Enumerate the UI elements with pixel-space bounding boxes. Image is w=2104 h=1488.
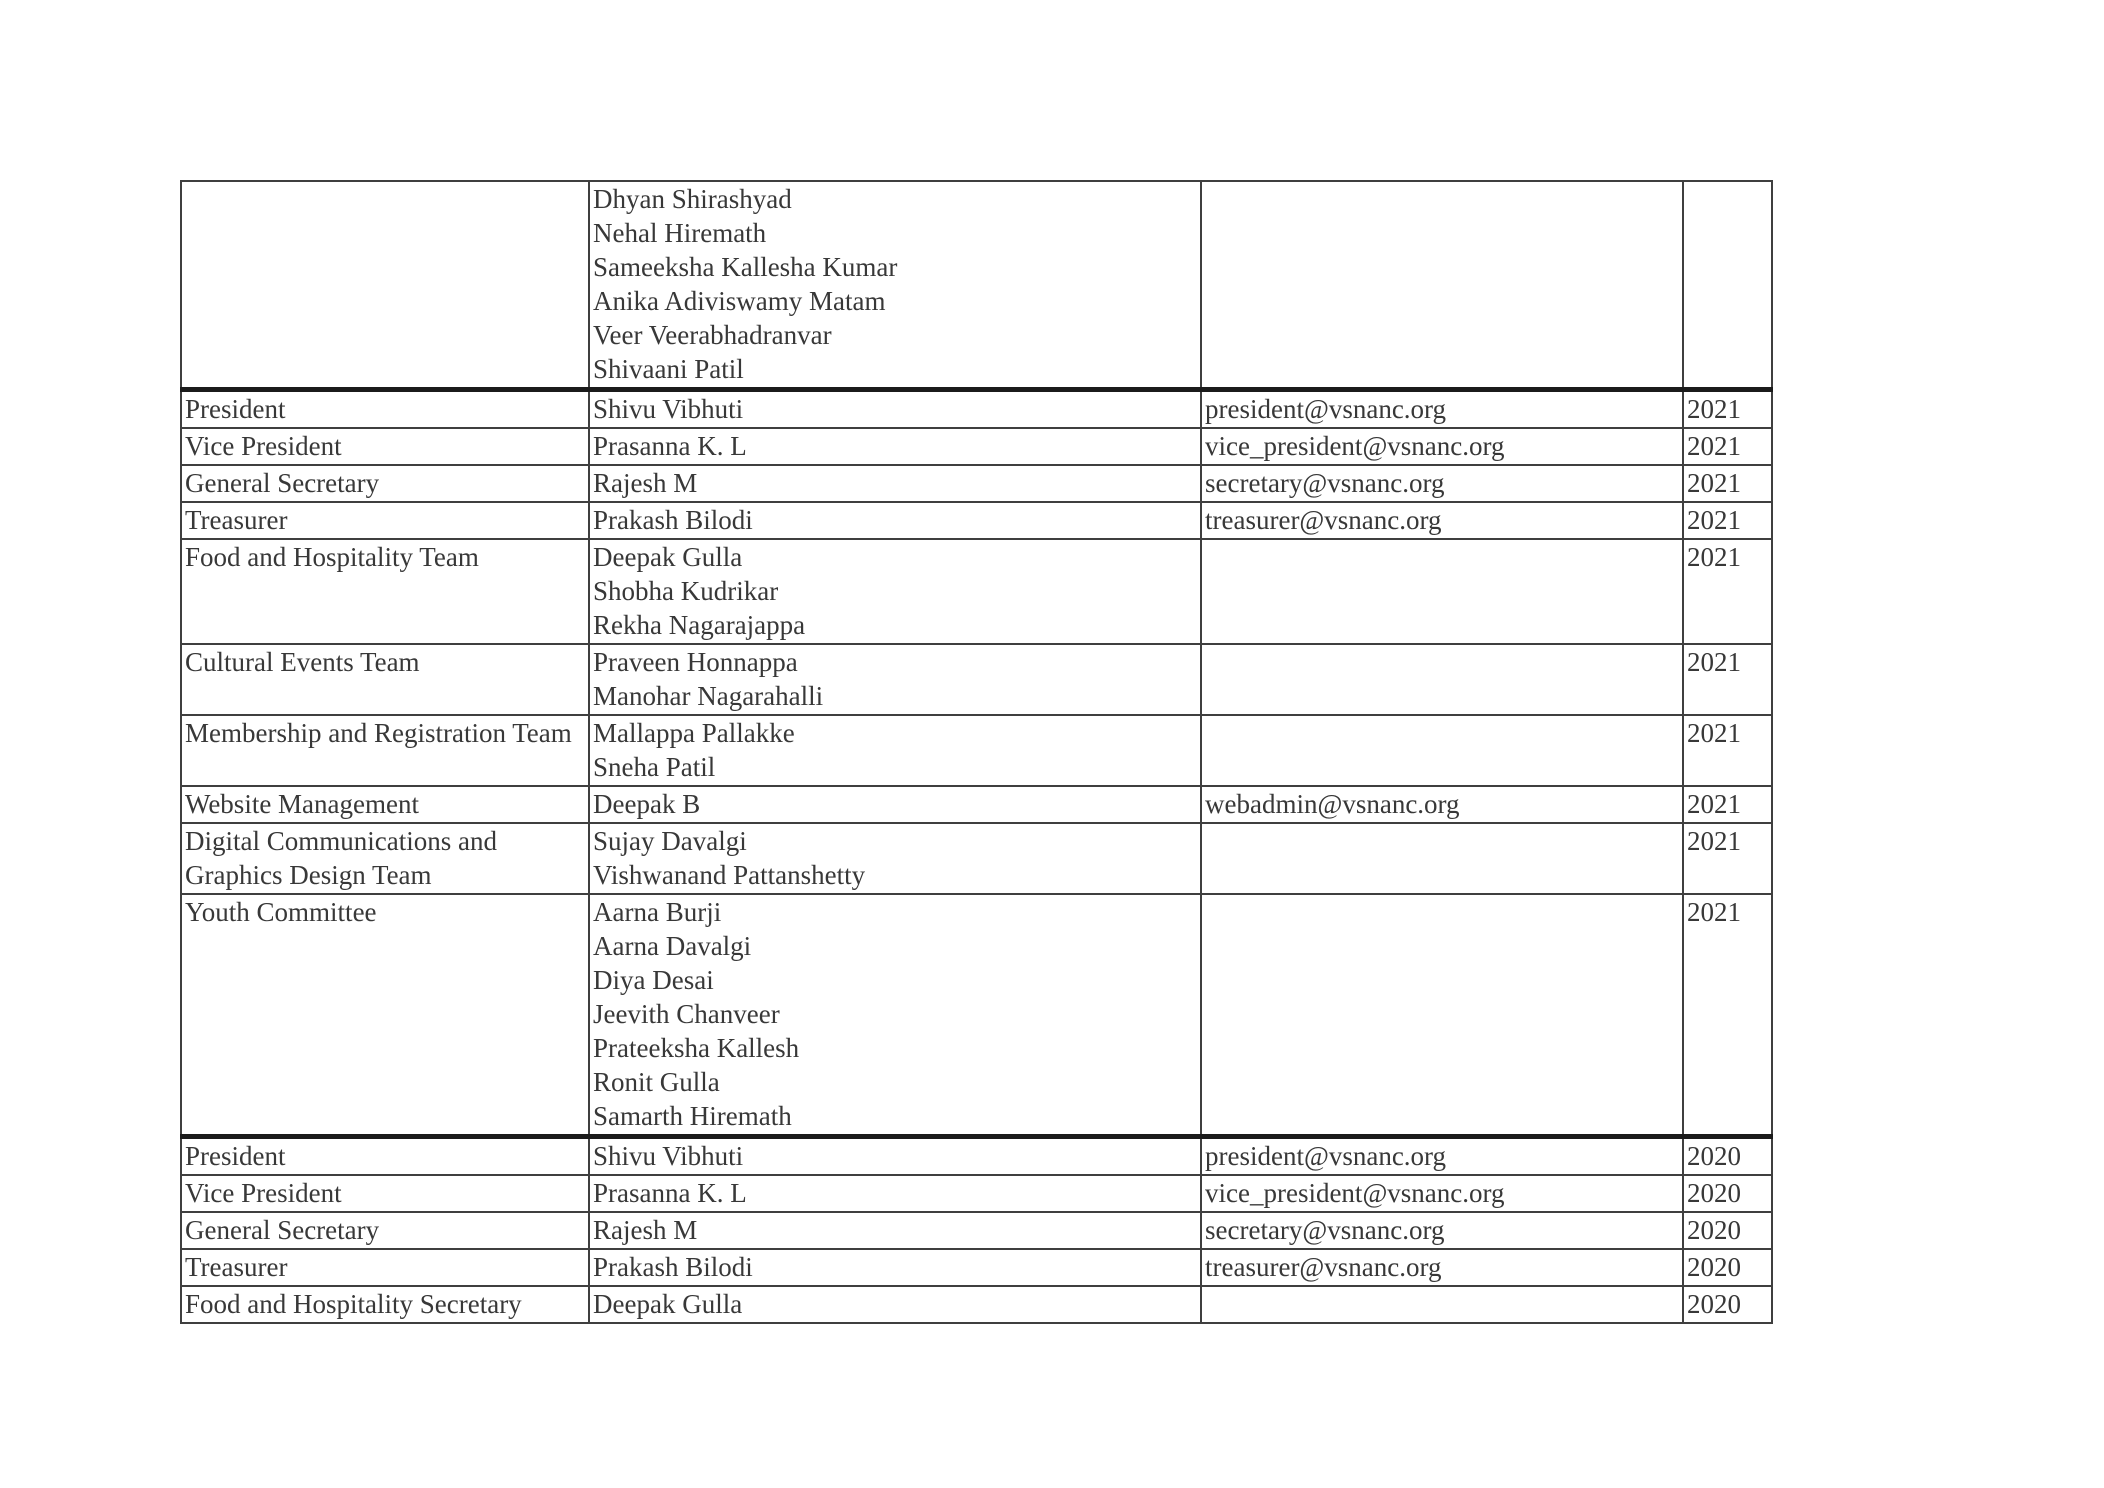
role-cell: Membership and Registration Team xyxy=(181,715,589,786)
email-cell xyxy=(1201,539,1683,644)
member-name: Ronit Gulla xyxy=(593,1067,720,1097)
email-cell: treasurer@vsnanc.org xyxy=(1201,1249,1683,1286)
members-cell xyxy=(589,1286,1201,1323)
email-cell xyxy=(1201,181,1683,390)
member-name: Sameeksha Kallesha Kumar xyxy=(593,252,898,282)
member-name: Rekha Nagarajappa xyxy=(593,610,806,640)
member-name: Prateeksha Kallesh xyxy=(593,1033,800,1063)
members-cell xyxy=(589,502,1201,539)
role-cell: Food and Hospitality Secretary xyxy=(181,1286,589,1323)
members-cell xyxy=(589,715,1201,786)
role-cell: Food and Hospitality Team xyxy=(181,539,589,644)
role-cell: Cultural Events Team xyxy=(181,644,589,715)
members-cell xyxy=(589,539,1201,644)
year-cell: 2021 xyxy=(1683,715,1772,786)
member-name: Vishwanand Pattanshetty xyxy=(593,860,866,890)
members-cell xyxy=(589,894,1201,1137)
year-cell: 2020 xyxy=(1683,1249,1772,1286)
member-name: Jeevith Chanveer xyxy=(593,999,780,1029)
member-name: Aarna Davalgi xyxy=(593,931,752,961)
member-name: Sujay Davalgi xyxy=(593,826,747,856)
email-cell: vice_president@vsnanc.org xyxy=(1201,1175,1683,1212)
members-cell xyxy=(589,390,1201,429)
table-row xyxy=(181,1286,1772,1323)
member-name: Shivu Vibhuti xyxy=(593,394,744,424)
members-cell xyxy=(589,428,1201,465)
member-name: Shivu Vibhuti xyxy=(593,1141,744,1171)
members-cell xyxy=(589,1137,1201,1176)
member-name: Mallappa Pallakke xyxy=(593,718,795,748)
member-name: Praveen Honnappa xyxy=(593,647,798,677)
role-cell: Vice President xyxy=(181,428,589,465)
members-cell xyxy=(589,644,1201,715)
member-name: Aarna Burji xyxy=(593,897,722,927)
table-row xyxy=(181,181,1772,390)
member-name: Nehal Hiremath xyxy=(593,218,767,248)
members-cell xyxy=(589,823,1201,894)
member-name: Sneha Patil xyxy=(593,752,716,782)
table-row xyxy=(181,715,1772,786)
year-cell: 2020 xyxy=(1683,1212,1772,1249)
member-name: Manohar Nagarahalli xyxy=(593,681,824,711)
role-cell: Treasurer xyxy=(181,1249,589,1286)
member-name: Veer Veerabhadranvar xyxy=(593,320,832,350)
email-cell: vice_president@vsnanc.org xyxy=(1201,428,1683,465)
role-cell: President xyxy=(181,1137,589,1176)
table-row xyxy=(181,502,1772,539)
members-cell xyxy=(589,1175,1201,1212)
role-cell: President xyxy=(181,390,589,429)
table-row xyxy=(181,539,1772,644)
member-name: Deepak Gulla xyxy=(593,1289,743,1319)
year-cell: 2020 xyxy=(1683,1286,1772,1323)
email-cell xyxy=(1201,894,1683,1137)
role-cell xyxy=(181,181,589,390)
member-name: Shobha Kudrikar xyxy=(593,576,779,606)
year-cell: 2021 xyxy=(1683,894,1772,1137)
table-row xyxy=(181,894,1772,1137)
member-name: Prakash Bilodi xyxy=(593,1252,753,1282)
year-cell: 2021 xyxy=(1683,390,1772,429)
table-row xyxy=(181,390,1772,429)
member-name: Prasanna K. L xyxy=(593,431,747,461)
member-name: Dhyan Shirashyad xyxy=(593,184,792,214)
year-cell: 2020 xyxy=(1683,1137,1772,1176)
member-name: Deepak Gulla xyxy=(593,542,743,572)
email-cell xyxy=(1201,715,1683,786)
member-name: Samarth Hiremath xyxy=(593,1101,792,1131)
member-name: Diya Desai xyxy=(593,965,714,995)
year-cell: 2021 xyxy=(1683,502,1772,539)
table-row xyxy=(181,786,1772,823)
year-cell: 2021 xyxy=(1683,644,1772,715)
roster-table-body xyxy=(181,181,1772,1323)
email-cell: secretary@vsnanc.org xyxy=(1201,1212,1683,1249)
table-row xyxy=(181,1249,1772,1286)
member-name: Shivaani Patil xyxy=(593,354,744,384)
year-cell: 2021 xyxy=(1683,465,1772,502)
email-cell: president@vsnanc.org xyxy=(1201,1137,1683,1176)
table-row xyxy=(181,428,1772,465)
members-cell xyxy=(589,1249,1201,1286)
member-name: Rajesh M xyxy=(593,468,698,498)
role-cell: General Secretary xyxy=(181,465,589,502)
members-cell xyxy=(589,465,1201,502)
year-cell: 2020 xyxy=(1683,1175,1772,1212)
role-cell: General Secretary xyxy=(181,1212,589,1249)
email-cell: webadmin@vsnanc.org xyxy=(1201,786,1683,823)
members-cell xyxy=(589,1212,1201,1249)
email-cell xyxy=(1201,644,1683,715)
member-name: Anika Adiviswamy Matam xyxy=(593,286,886,316)
email-cell xyxy=(1201,1286,1683,1323)
role-cell: Youth Committee xyxy=(181,894,589,1137)
role-cell: Vice President xyxy=(181,1175,589,1212)
year-cell: 2021 xyxy=(1683,823,1772,894)
email-cell xyxy=(1201,823,1683,894)
year-cell: 2021 xyxy=(1683,786,1772,823)
members-cell xyxy=(589,181,1201,390)
role-cell: Website Management xyxy=(181,786,589,823)
table-row xyxy=(181,465,1772,502)
email-cell: treasurer@vsnanc.org xyxy=(1201,502,1683,539)
role-cell: Digital Communications and Graphics Design Team xyxy=(181,823,589,894)
role-cell: Treasurer xyxy=(181,502,589,539)
year-cell: 2021 xyxy=(1683,428,1772,465)
table-row xyxy=(181,1137,1772,1176)
email-cell: secretary@vsnanc.org xyxy=(1201,465,1683,502)
members-cell xyxy=(589,786,1201,823)
member-name: Rajesh M xyxy=(593,1215,698,1245)
email-cell: president@vsnanc.org xyxy=(1201,390,1683,429)
member-name: Deepak B xyxy=(593,789,701,819)
member-name: Prasanna K. L xyxy=(593,1178,747,1208)
table-row xyxy=(181,1175,1772,1212)
member-name: Prakash Bilodi xyxy=(593,505,753,535)
table-row xyxy=(181,644,1772,715)
year-cell xyxy=(1683,181,1772,390)
table-row xyxy=(181,1212,1772,1249)
committee-roster-table xyxy=(180,180,1773,1324)
year-cell: 2021 xyxy=(1683,539,1772,644)
table-row xyxy=(181,823,1772,894)
